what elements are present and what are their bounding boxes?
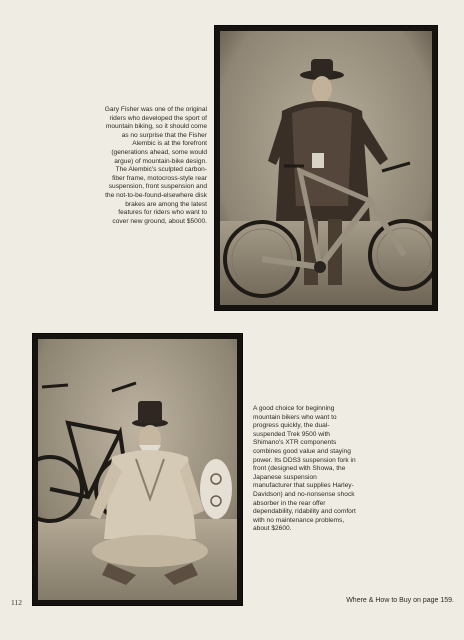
caption-trek-9500: A good choice for beginning mountain bikers who want to progress quickly, the dual-suspended Trek 9500 with Shimano's XTR components combines good value and staying power. Its DDS3 suspension fork in front (designed with Showa, the Japanese suspension manufacturer that supplies Harley-Davidson) and no-nonsense shock absorber in the rear offer dependability, ridability and comfort with no maintenance problems, about $2600. — [253, 405, 356, 533]
where-to-buy-note: Where & How to Buy on page 159. — [346, 597, 454, 604]
caption-fisher-alembic: Gary Fisher was one of the original riders who developed the sport of mountain biking, so it should come as no surprise that the Fisher Alembic is at the forefront (generations ahead, some would argue) of mountain-bike design. The Alembic's sculpted carbon-fiber frame, motocross-style rear suspension, front suspension and the not-to-be-found-elsewhere disk brakes are among the latest features for riders who want to cover new ground, about $5000. — [104, 106, 207, 225]
photo-fisher-alembic-image — [220, 31, 432, 305]
page-number: 112 — [11, 598, 22, 607]
photo-fisher-alembic — [215, 26, 437, 310]
photo-trek-9500-image — [38, 339, 237, 600]
photo-trek-9500 — [33, 334, 242, 605]
